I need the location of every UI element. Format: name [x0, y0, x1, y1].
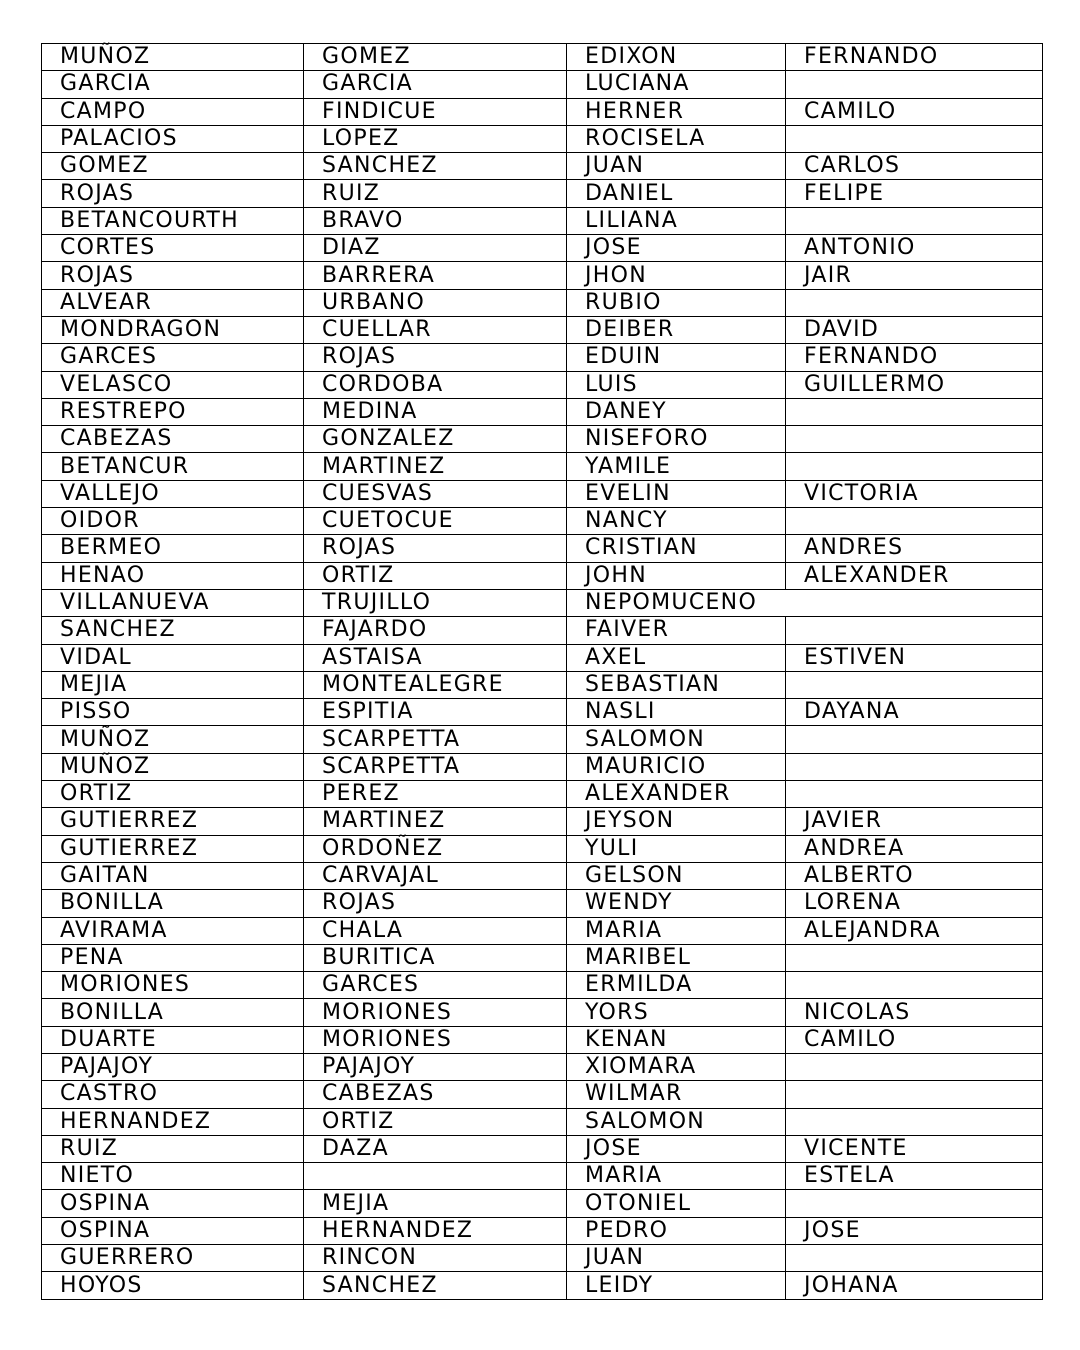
table-cell: NASLI: [567, 699, 786, 726]
table-cell: ASTAISA: [304, 644, 567, 671]
table-cell: HERNANDEZ: [304, 1217, 567, 1244]
table-cell: XIOMARA: [567, 1053, 786, 1080]
table-cell: [786, 508, 1043, 535]
table-cell: PALACIOS: [42, 125, 304, 152]
table-cell: VELASCO: [42, 371, 304, 398]
table-cell: URBANO: [304, 289, 567, 316]
table-cell: SALOMON: [567, 1108, 786, 1135]
table-row: [42, 699, 1043, 726]
table-cell: GOMEZ: [42, 153, 304, 180]
table-cell: ESTELA: [786, 1163, 1043, 1190]
table-cell: SANCHEZ: [42, 617, 304, 644]
table-cell: CAMILO: [786, 98, 1043, 125]
table-cell: JOSE: [567, 235, 786, 262]
table-cell: AXEL: [567, 644, 786, 671]
table-row: [42, 235, 1043, 262]
table-cell: ORTIZ: [304, 1108, 567, 1135]
table-cell: [786, 71, 1043, 98]
table-cell: ROJAS: [304, 890, 567, 917]
table-row: [42, 1135, 1043, 1162]
table-cell: SALOMON: [567, 726, 786, 753]
table-cell: ANDRES: [786, 535, 1043, 562]
table-cell: DANIEL: [567, 180, 786, 207]
table-row: [42, 71, 1043, 98]
table-cell: GAITAN: [42, 862, 304, 889]
table-row: [42, 1053, 1043, 1080]
table-row: [42, 1190, 1043, 1217]
table-row: [42, 398, 1043, 425]
table-cell: JOSE: [786, 1217, 1043, 1244]
table-row: [42, 316, 1043, 343]
table-cell: EDUIN: [567, 344, 786, 371]
table-cell: GUTIERREZ: [42, 835, 304, 862]
table-cell: MUÑOZ: [42, 726, 304, 753]
table-cell: ESPITIA: [304, 699, 567, 726]
table-cell: [786, 398, 1043, 425]
table-cell: MEJIA: [304, 1190, 567, 1217]
table-row: [42, 344, 1043, 371]
table-cell: BURITICA: [304, 944, 567, 971]
table-cell: MONTEALEGRE: [304, 671, 567, 698]
table-cell: ALEXANDER: [786, 562, 1043, 589]
table-cell: ROCISELA: [567, 125, 786, 152]
table-cell: GONZALEZ: [304, 426, 567, 453]
table-cell: ROJAS: [304, 535, 567, 562]
table-row: [42, 98, 1043, 125]
table-row: [42, 371, 1043, 398]
table-cell: JEYSON: [567, 808, 786, 835]
table-cell: AVIRAMA: [42, 917, 304, 944]
table-cell: FERNANDO: [786, 344, 1043, 371]
table-cell: RUIZ: [42, 1135, 304, 1162]
table-cell: [786, 1245, 1043, 1272]
table-cell: [786, 1190, 1043, 1217]
table-cell: [786, 1053, 1043, 1080]
table-row: [42, 862, 1043, 889]
table-cell: VICTORIA: [786, 480, 1043, 507]
table-cell: TRUJILLO: [304, 589, 567, 616]
table-cell: YULI: [567, 835, 786, 862]
table-cell: JOHANA: [786, 1272, 1043, 1299]
table-cell: ALVEAR: [42, 289, 304, 316]
table-cell: [786, 944, 1043, 971]
table-row: [42, 972, 1043, 999]
table-cell: RESTREPO: [42, 398, 304, 425]
table-cell: PEDRO: [567, 1217, 786, 1244]
table-cell: MARTINEZ: [304, 808, 567, 835]
table-row: [42, 808, 1043, 835]
table-cell: OTONIEL: [567, 1190, 786, 1217]
table-cell: ROJAS: [42, 180, 304, 207]
table-cell: [304, 1163, 567, 1190]
table-cell: KENAN: [567, 1026, 786, 1053]
table-cell: BRAVO: [304, 207, 567, 234]
table-cell: [786, 125, 1043, 152]
table-cell: PAJAJOY: [42, 1053, 304, 1080]
table-cell: MARIA: [567, 917, 786, 944]
table-row: [42, 426, 1043, 453]
table-cell: LUIS: [567, 371, 786, 398]
table-cell: FELIPE: [786, 180, 1043, 207]
table-cell: [786, 671, 1043, 698]
table-cell: BETANCOURTH: [42, 207, 304, 234]
table-row: [42, 890, 1043, 917]
table-cell: [786, 617, 1043, 644]
table-cell: YAMILE: [567, 453, 786, 480]
table-cell: GARCES: [42, 344, 304, 371]
table-cell: NICOLAS: [786, 999, 1043, 1026]
table-cell: [786, 289, 1043, 316]
table-cell: DUARTE: [42, 1026, 304, 1053]
table-cell: MARIA: [567, 1163, 786, 1190]
table-cell: JAVIER: [786, 808, 1043, 835]
table-cell: BONILLA: [42, 999, 304, 1026]
table-cell: GUILLERMO: [786, 371, 1043, 398]
table-cell: ANTONIO: [786, 235, 1043, 262]
table-cell: CARLOS: [786, 153, 1043, 180]
table-cell: PISSO: [42, 699, 304, 726]
table-cell: CORTES: [42, 235, 304, 262]
table-cell: [786, 589, 1043, 616]
table-cell: LORENA: [786, 890, 1043, 917]
table-row: [42, 589, 1043, 616]
table-cell: GARCIA: [42, 71, 304, 98]
table-cell: LUCIANA: [567, 71, 786, 98]
table-cell: SCARPETTA: [304, 726, 567, 753]
table-row: [42, 1272, 1043, 1299]
table-row: [42, 1108, 1043, 1135]
table-cell: NANCY: [567, 508, 786, 535]
table-cell: VILLANUEVA: [42, 589, 304, 616]
table-cell: MUÑOZ: [42, 44, 304, 71]
table-cell: CUELLAR: [304, 316, 567, 343]
table-cell: NEPOMUCENO: [567, 589, 786, 616]
table-cell: [786, 453, 1043, 480]
table-row: [42, 726, 1043, 753]
table-cell: GELSON: [567, 862, 786, 889]
table-cell: FAIVER: [567, 617, 786, 644]
table-cell: CRISTIAN: [567, 535, 786, 562]
table-cell: HERNANDEZ: [42, 1108, 304, 1135]
table-cell: RINCON: [304, 1245, 567, 1272]
table-cell: ORTIZ: [42, 781, 304, 808]
table-row: [42, 617, 1043, 644]
table-cell: SANCHEZ: [304, 1272, 567, 1299]
table-cell: DIAZ: [304, 235, 567, 262]
table-cell: BONILLA: [42, 890, 304, 917]
table-row: [42, 644, 1043, 671]
table-row: [42, 944, 1043, 971]
table-cell: VICENTE: [786, 1135, 1043, 1162]
table-cell: CAMILO: [786, 1026, 1043, 1053]
table-cell: ORDOÑEZ: [304, 835, 567, 862]
table-cell: OIDOR: [42, 508, 304, 535]
table-cell: LEIDY: [567, 1272, 786, 1299]
table-cell: VALLEJO: [42, 480, 304, 507]
table-cell: GOMEZ: [304, 44, 567, 71]
table-cell: [786, 1081, 1043, 1108]
table-cell: SANCHEZ: [304, 153, 567, 180]
table-cell: BETANCUR: [42, 453, 304, 480]
table-cell: DAZA: [304, 1135, 567, 1162]
table-cell: NISEFORO: [567, 426, 786, 453]
table-cell: LILIANA: [567, 207, 786, 234]
table-cell: NIETO: [42, 1163, 304, 1190]
table-cell: HENAO: [42, 562, 304, 589]
table-cell: ALBERTO: [786, 862, 1043, 889]
table-cell: GUTIERREZ: [42, 808, 304, 835]
table-cell: [786, 972, 1043, 999]
table-cell: FINDICUE: [304, 98, 567, 125]
table-cell: ERMILDA: [567, 972, 786, 999]
table-row: [42, 753, 1043, 780]
table-cell: BARRERA: [304, 262, 567, 289]
table-row: [42, 125, 1043, 152]
table-row: [42, 917, 1043, 944]
table-cell: RUBIO: [567, 289, 786, 316]
table-row: [42, 480, 1043, 507]
table-cell: HOYOS: [42, 1272, 304, 1299]
table-cell: [786, 426, 1043, 453]
table-cell: RUIZ: [304, 180, 567, 207]
table-cell: JUAN: [567, 1245, 786, 1272]
names-table: [41, 43, 1043, 1300]
table-cell: ESTIVEN: [786, 644, 1043, 671]
table-cell: DANEY: [567, 398, 786, 425]
table-cell: MARTINEZ: [304, 453, 567, 480]
table-row: [42, 44, 1043, 71]
table-row: [42, 1026, 1043, 1053]
table-cell: ROJAS: [304, 344, 567, 371]
table-row: [42, 180, 1043, 207]
table-cell: FERNANDO: [786, 44, 1043, 71]
table-cell: [786, 207, 1043, 234]
table-cell: HERNER: [567, 98, 786, 125]
table-cell: DEIBER: [567, 316, 786, 343]
table-cell: CHALA: [304, 917, 567, 944]
table-cell: MORIONES: [42, 972, 304, 999]
table-cell: [786, 781, 1043, 808]
table-cell: CARVAJAL: [304, 862, 567, 889]
table-cell: SEBASTIAN: [567, 671, 786, 698]
table-cell: MORIONES: [304, 999, 567, 1026]
table-cell: ALEJANDRA: [786, 917, 1043, 944]
table-cell: FAJARDO: [304, 617, 567, 644]
table-cell: VIDAL: [42, 644, 304, 671]
table-cell: MARIBEL: [567, 944, 786, 971]
table-cell: ANDREA: [786, 835, 1043, 862]
table-cell: PEREZ: [304, 781, 567, 808]
table-row: [42, 999, 1043, 1026]
table-row: [42, 1217, 1043, 1244]
table-cell: MEDINA: [304, 398, 567, 425]
table-cell: YORS: [567, 999, 786, 1026]
table-cell: ROJAS: [42, 262, 304, 289]
table-cell: [786, 1108, 1043, 1135]
table-cell: [786, 753, 1043, 780]
table-cell: DAVID: [786, 316, 1043, 343]
table-row: [42, 262, 1043, 289]
table-cell: CABEZAS: [304, 1081, 567, 1108]
table-cell: GUERRERO: [42, 1245, 304, 1272]
table-cell: PENA: [42, 944, 304, 971]
table-cell: JHON: [567, 262, 786, 289]
table-cell: GARCES: [304, 972, 567, 999]
table-cell: CASTRO: [42, 1081, 304, 1108]
table-cell: MUÑOZ: [42, 753, 304, 780]
table-cell: [786, 726, 1043, 753]
table-cell: LOPEZ: [304, 125, 567, 152]
table-row: [42, 671, 1043, 698]
table-cell: PAJAJOY: [304, 1053, 567, 1080]
table-cell: CABEZAS: [42, 426, 304, 453]
table-cell: GARCIA: [304, 71, 567, 98]
table-row: [42, 153, 1043, 180]
table-row: [42, 535, 1043, 562]
table-cell: SCARPETTA: [304, 753, 567, 780]
table-cell: MEJIA: [42, 671, 304, 698]
table-cell: WILMAR: [567, 1081, 786, 1108]
table-cell: JAIR: [786, 262, 1043, 289]
table-cell: OSPINA: [42, 1217, 304, 1244]
table-row: [42, 207, 1043, 234]
table-cell: MONDRAGON: [42, 316, 304, 343]
table-cell: CORDOBA: [304, 371, 567, 398]
table-row: [42, 289, 1043, 316]
table-cell: JOSE: [567, 1135, 786, 1162]
table-cell: EVELIN: [567, 480, 786, 507]
table-row: [42, 1245, 1043, 1272]
table-cell: ORTIZ: [304, 562, 567, 589]
table-row: [42, 781, 1043, 808]
table-cell: BERMEO: [42, 535, 304, 562]
table-row: [42, 835, 1043, 862]
table-row: [42, 562, 1043, 589]
table-row: [42, 1081, 1043, 1108]
table-cell: MORIONES: [304, 1026, 567, 1053]
table-cell: ALEXANDER: [567, 781, 786, 808]
table-cell: DAYANA: [786, 699, 1043, 726]
table-cell: CAMPO: [42, 98, 304, 125]
table-row: [42, 508, 1043, 535]
table-cell: JUAN: [567, 153, 786, 180]
names-table-body: [42, 44, 1043, 1300]
table-cell: CUESVAS: [304, 480, 567, 507]
table-cell: JOHN: [567, 562, 786, 589]
table-cell: MAURICIO: [567, 753, 786, 780]
table-cell: WENDY: [567, 890, 786, 917]
table-cell: EDIXON: [567, 44, 786, 71]
table-cell: OSPINA: [42, 1190, 304, 1217]
table-row: [42, 453, 1043, 480]
table-row: [42, 1163, 1043, 1190]
table-cell: CUETOCUE: [304, 508, 567, 535]
